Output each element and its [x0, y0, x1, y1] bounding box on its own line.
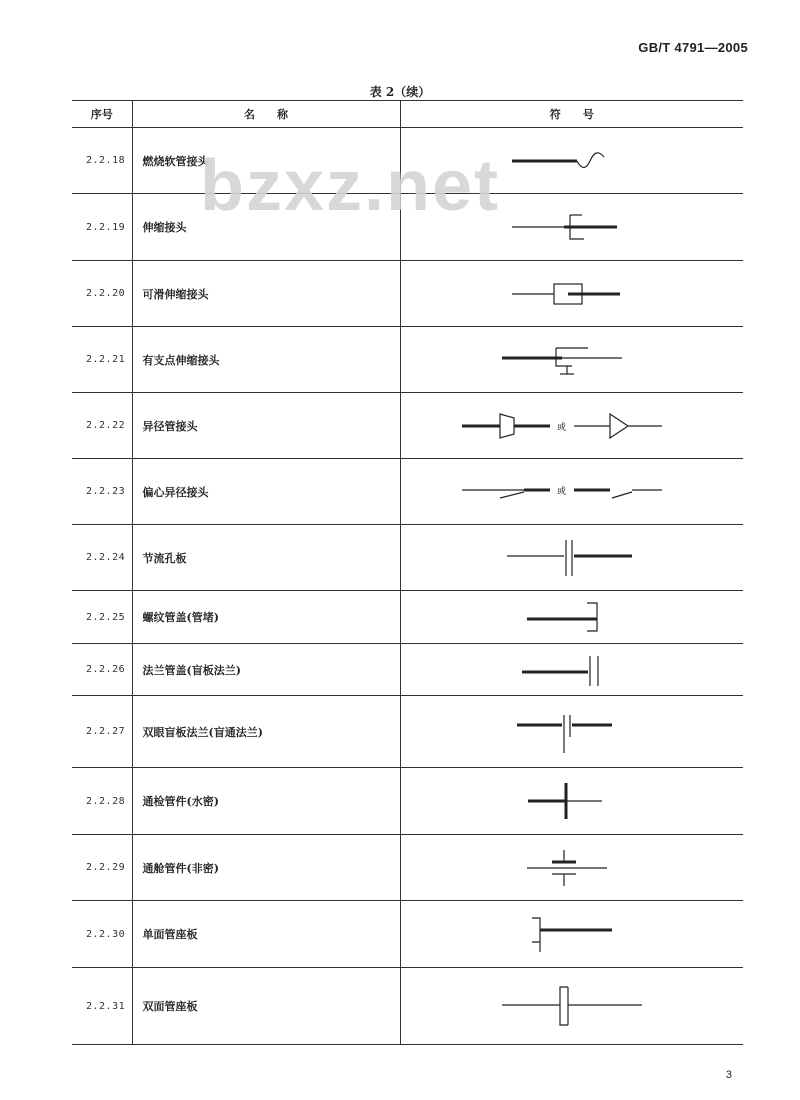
row-name: 单面管座板 [132, 901, 400, 968]
table-row [72, 968, 743, 1045]
row-symbol [400, 901, 743, 968]
table-row [72, 525, 743, 591]
row-name: 伸缩接头 [132, 194, 400, 261]
row-name: 双眼盲板法兰(盲通法兰) [132, 696, 400, 768]
row-symbol [400, 459, 743, 525]
table-row [72, 194, 743, 261]
row-number: 2.2.23 [72, 459, 132, 525]
row-number: 2.2.25 [72, 591, 132, 644]
row-symbol [400, 194, 743, 261]
row-name: 通舱管件(非密) [132, 835, 400, 901]
sliding-expansion-symbol [472, 274, 672, 314]
row-number: 2.2.18 [72, 128, 132, 194]
spectacle-flange-symbol [472, 707, 672, 757]
screw-cap-symbol [472, 599, 672, 635]
row-symbol [400, 393, 743, 459]
row-name: 通检管件(水密) [132, 768, 400, 835]
col-header-no: 序号 [72, 101, 132, 128]
row-number: 2.2.28 [72, 768, 132, 835]
table-row [72, 696, 743, 768]
row-name: 双面管座板 [132, 968, 400, 1045]
row-number: 2.2.26 [72, 644, 132, 696]
row-symbol [400, 644, 743, 696]
row-symbol [400, 696, 743, 768]
table-row [72, 128, 743, 194]
row-number: 2.2.19 [72, 194, 132, 261]
table-row [72, 261, 743, 327]
or-label: 或 [556, 422, 566, 433]
row-number: 2.2.30 [72, 901, 132, 968]
table-row [72, 901, 743, 968]
row-symbol [400, 128, 743, 194]
non-tight-fitting-symbol [472, 846, 672, 890]
row-symbol [400, 591, 743, 644]
col-header-symbol: 符 号 [400, 101, 743, 128]
row-number: 2.2.29 [72, 835, 132, 901]
row-symbol [400, 835, 743, 901]
row-symbol [400, 525, 743, 591]
double-plate-symbol [472, 979, 672, 1033]
row-symbol [400, 768, 743, 835]
table-row [72, 459, 743, 525]
row-name: 燃烧软管接头 [132, 128, 400, 194]
or-label: 或 [556, 486, 566, 497]
table-row [72, 327, 743, 393]
row-number: 2.2.20 [72, 261, 132, 327]
row-symbol [400, 327, 743, 393]
row-name: 可滑伸缩接头 [132, 261, 400, 327]
single-plate-symbol [472, 912, 672, 956]
page-number: 3 [725, 1069, 732, 1081]
row-number: 2.2.22 [72, 393, 132, 459]
table-title: 表 2（续） [369, 85, 431, 99]
expansion-joint-symbol [472, 207, 672, 247]
table-row [72, 591, 743, 644]
row-name: 有支点伸缩接头 [132, 327, 400, 393]
row-name: 螺纹管盖(管堵) [132, 591, 400, 644]
row-name: 偏心异径接头 [132, 459, 400, 525]
watermark: bzxz.net [200, 146, 501, 226]
orifice-symbol [472, 536, 672, 580]
row-number: 2.2.27 [72, 696, 132, 768]
row-name: 法兰管盖(盲板法兰) [132, 644, 400, 696]
pivot-expansion-symbol [472, 340, 672, 380]
row-name: 异径管接头 [132, 393, 400, 459]
col-header-name: 名 称 [132, 101, 400, 128]
row-name: 节流孔板 [132, 525, 400, 591]
table-header-row [72, 101, 743, 128]
row-symbol [400, 968, 743, 1045]
reducer-symbol [462, 406, 682, 446]
row-number: 2.2.24 [72, 525, 132, 591]
table-row [72, 644, 743, 696]
flange-cap-symbol [472, 652, 672, 688]
table-row [72, 835, 743, 901]
row-number: 2.2.21 [72, 327, 132, 393]
row-symbol [400, 261, 743, 327]
watertight-fitting-symbol [472, 779, 672, 823]
table-row [72, 393, 743, 459]
standard-code: GB/T 4791—2005 [638, 40, 748, 55]
symbol-table [72, 100, 743, 1045]
row-number: 2.2.31 [72, 968, 132, 1045]
table-row [72, 768, 743, 835]
eccentric-reducer-symbol [462, 472, 682, 512]
soft-hose-symbol [472, 141, 672, 181]
